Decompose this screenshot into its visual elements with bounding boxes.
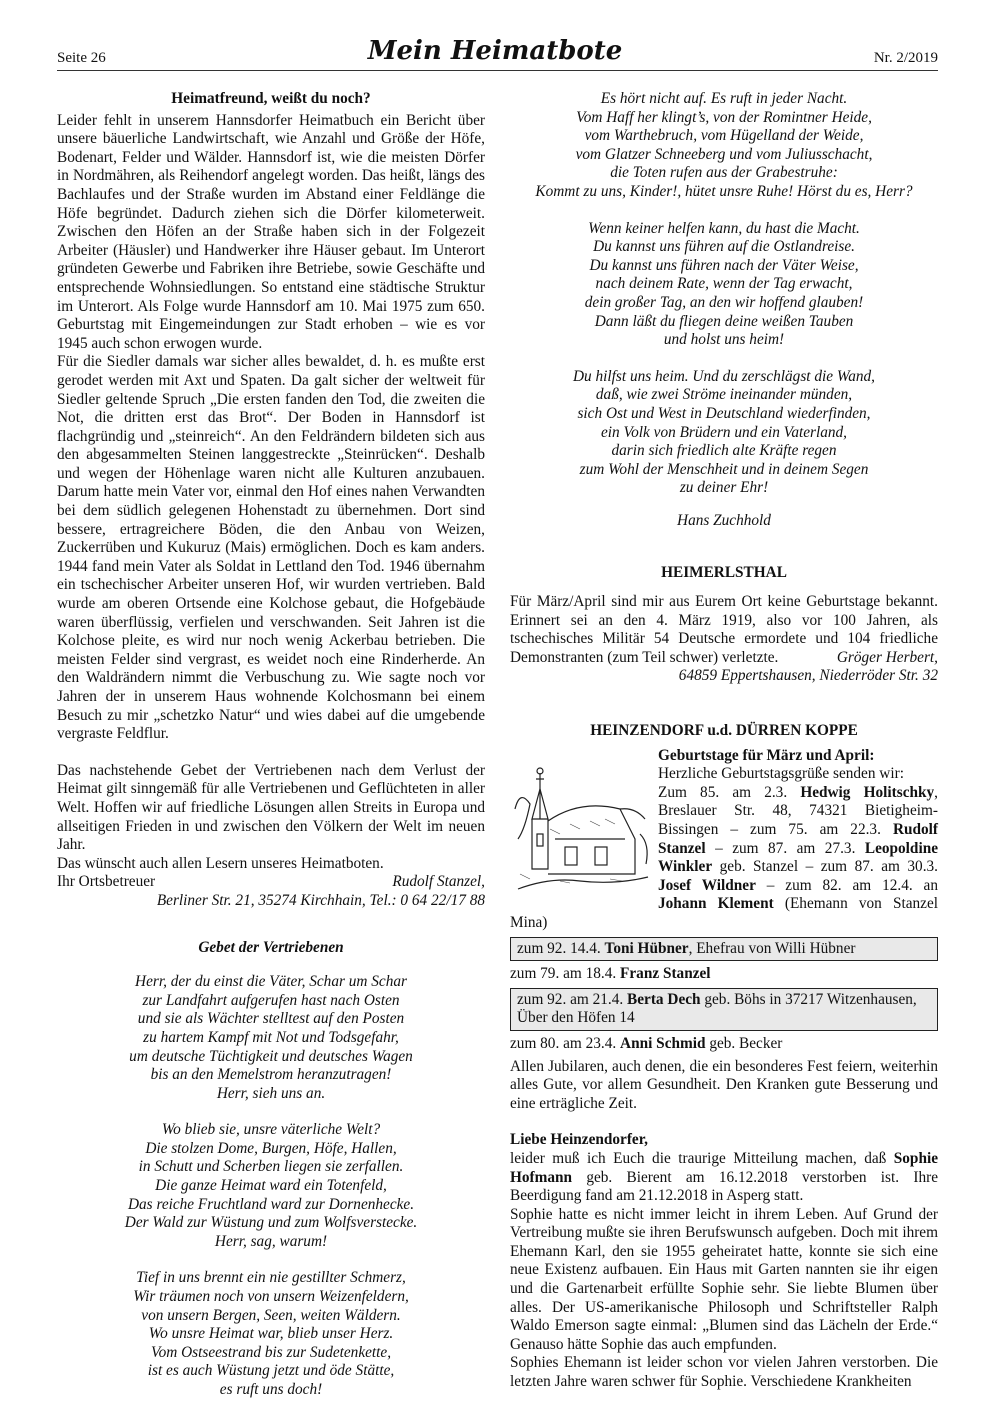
letter-paragraph <box>510 1150 938 1206</box>
poem-line: in Schutt und Scherben liegen sie zerfallen. <box>138 1158 404 1176</box>
poem-stanza <box>57 1121 485 1251</box>
right-column <box>510 90 938 1392</box>
article-title: Heimatfreund, weißt du noch? <box>171 90 371 107</box>
article-paragraph: Das wünscht auch allen Lesern unseres Heimatboten. <box>57 854 384 872</box>
poem-line: Die stolzen Dome, Burgen, Höfe, Hallen, <box>145 1139 397 1157</box>
poem-line: Der Wald zur Wüstung und zum Wolfsverstecke. <box>124 1214 418 1232</box>
birthday-text: geb. Böhs in 37217 Witzenhausen, Über den Höfen 14 <box>517 990 917 1027</box>
celebrant-name: Johann Klement <box>658 895 774 913</box>
birthday-text: zum 80. am 23.4. <box>510 1034 617 1052</box>
poem-line: zum Wohl der Menschheit und in deinem Segen <box>579 460 869 478</box>
celebrant-name: Toni Hübner <box>604 939 689 957</box>
celebrant-name: Berta Dech <box>627 990 701 1008</box>
poem-line: um deutsche Tüchtigkeit und deutsches Wagen <box>129 1047 413 1065</box>
poem-line: vom Glatzer Schneeberg und vom Juliusschacht, <box>575 145 873 163</box>
article-paragraph: Für die Siedler damals war sicher alles bewaldet, d. h. es mußte erst gerodet werden mit Axt und Spaten. Da galt sicher der weltweit für Siedler geltende Spruch „Die ersten fanden den Tod, die zweiten die Not, die dritten erst das Brot“. Der Boden in Hannsdorf ist flachgründig und „steinreich“. An den Feldrändern bildeten sich aus den abgesammelten Steinen langgestreckte „Steinrücken“. Deshalb und wegen der Höhenlage waren nicht alle Kulturen anzubauen. Darum hatte mein Vater vor, einmal den Hof eines nahen Verwandten bei dem südlich gelegenen Hohenstadt zu übernehmen. Dort sind bessere, ertragreichere Böden, die den Anbau von Weizen, Zuckerrüben und Kukuruz (Mais) ermöglichen. Doch es kam anders. 1944 fand mein Vater als Soldat in Lettland den Tod. 1946 übernahm ein tschechischer Arbeiter unseren Hof, wir wurden vertrieben. Bald wurde am oberen Ortsende eine Kolchose gebaut, die Hofgebäude waren überflüssig, verfielen und verschwanden. Seit Jahren ist die Kolchose pleite, es wird nur noch wenig Ackerbau betrieben. Die meisten Felder sind vergrast, es weidet noch eine Rinderherde. An den Waldrändern nimmt die Verbuschung zu. Wie sagte noch vor Jahren der in unserem Haus wohnende Kolchosmann bei einem Besuch zu mir „schetzko Natur“ und wies dabei auf die umgebende vergraste Feldflur. <box>57 353 485 743</box>
birthday-text: , Ehefrau von Willi Hübner <box>688 939 856 957</box>
poem-line: vom Warthebruch, vom Hügelland der Weide, <box>584 127 864 145</box>
birthday-text: geb. Becker <box>705 1034 783 1052</box>
poem-line: Herr, sag, warum! <box>214 1232 328 1250</box>
church-illustration <box>510 749 652 897</box>
celebrant-name: Anni Schmid <box>620 1034 706 1052</box>
signature-address: Berliner Str. 21, 35274 Kirchhain, Tel.: 0 64 22/17 88 <box>156 891 485 909</box>
poem-line: Wir träumen noch von unsern Weizenfeldern, <box>133 1288 409 1306</box>
birthday-line <box>510 1035 938 1054</box>
celebrant-name: Rudolf Stanzel <box>658 821 939 857</box>
poem-stanza <box>510 368 938 498</box>
poem-line: Das reiche Fruchtland ward zur Dornenhecke. <box>127 1195 415 1213</box>
birthday-text: – zum 82. am 12.4. an <box>755 876 938 894</box>
poem-stanza <box>57 973 485 1103</box>
birthday-text: – zum 87. am 27.3. <box>705 839 856 857</box>
poem-title: Gebet der Vertriebenen <box>198 938 344 956</box>
poem-line: dein großer Tag, an den wir hoffend glauben! <box>584 293 864 311</box>
poem-line: Tief in uns brennt ein nie gestillter Schmerz, <box>136 1269 406 1287</box>
poem-line: von unsern Bergen, Seen, weiten Wäldern. <box>141 1306 401 1324</box>
signature-row <box>57 873 485 892</box>
poem-line: Herr, der du einst die Väter, Schar um Schar <box>135 973 407 991</box>
poem-line: zur Landfahrt aufgerufen hast nach Osten <box>142 991 400 1009</box>
birthday-text: geb. Stanzel – zum 87. am 30.3. <box>712 858 938 876</box>
poem-line: Es hört nicht auf. Es ruft in jeder Nacht. <box>600 90 848 107</box>
birthday-box <box>510 937 938 962</box>
signature-name: Rudolf Stanzel, <box>392 873 485 891</box>
birthday-heading: Geburtstage für März und April: <box>658 746 875 764</box>
celebrant-name: Leopoldine Winkler <box>658 839 938 876</box>
poem-line: bis an den Memelstrom heranzutragen! <box>150 1066 392 1084</box>
birthday-line <box>510 965 938 984</box>
letter-heading: Liebe Heinzendorfer, <box>510 1131 648 1149</box>
poem-line: zu hartem Kampf mit Not und Todsgefahr, <box>143 1028 399 1046</box>
birthday-greeting: Herzliche Geburtstagsgrüße senden wir: <box>658 765 904 783</box>
article-paragraph: Das nachstehende Gebet der Vertriebenen nach dem Verlust der Heimat gilt sinngemäß für alle Vertriebenen und Geflüchteten in aller Welt. Hoffen wir auf friedliche Lösungen allen Streits in Europa und allseitigen Frieden in und zwischen den Völkern der Welt im neuen Jahr. <box>57 761 485 854</box>
masthead-logo <box>367 33 623 67</box>
signature-label: Ihr Ortsbetreuer <box>57 873 156 891</box>
poem-line: Vom Ostseestrand bis zur Sudetenkette, <box>150 1343 392 1361</box>
heimerlsthal-sign-name: Gröger Herbert, <box>836 648 938 666</box>
poem-line: nach deinem Rate, wenn der Tag erwacht, <box>595 275 853 293</box>
celebrant-name: Franz Stanzel <box>620 965 711 983</box>
poem-stanza <box>57 1269 485 1399</box>
header-rule <box>57 70 938 71</box>
poem-line: daß, wie zwei Ströme ineinander münden, <box>595 386 853 404</box>
poem-stanza <box>510 220 938 350</box>
birthday-text: zum 79. am 18.4. <box>510 965 617 983</box>
birthday-box <box>510 988 938 1031</box>
poem-stanza <box>510 90 938 202</box>
heimerlsthal-body: Für März/April sind mir aus Eurem Ort keine Geburtstage bekannt. Erinnert sei an den 4. März 1919, also vor 100 Jahren, als tschechisches Militär 54 Deutsche ermordete und 104 friedliche Demonstranten (zum Teil schwer) verletzte. <box>510 593 938 666</box>
poem-line: zu deiner Ehr! <box>679 479 769 497</box>
heimerlsthal-sign-address: 64859 Eppertshausen, Niederröder Str. 32 <box>678 667 938 685</box>
letter-text: geb. Bierent am 16.12.2018 verstorben ist. Ihre Beerdigung fand am 21.12.2018 in Asperg statt. <box>510 1168 938 1205</box>
birthday-text: zum 92. 14.4. <box>517 939 601 957</box>
section-title-heinzendorf: HEINZENDORF u.d. DÜRREN KOPPE <box>590 722 858 740</box>
celebrant-name: Hedwig Holitschky <box>800 783 935 801</box>
poem-line: Du kannst uns führen auf die Ostlandreise. <box>593 238 855 256</box>
birthday-block <box>510 747 938 933</box>
poem-line: und sie als Wächter stelltest auf den Posten <box>137 1010 405 1028</box>
poem-line: ist es auch Wüstung jetzt und öde Stätte, <box>147 1362 395 1380</box>
masthead-logo-graphic <box>367 33 623 67</box>
heimerlsthal-text <box>510 593 938 667</box>
poem-line: darin sich friedlich alte Kräfte regen <box>611 442 837 460</box>
left-column <box>57 90 485 1400</box>
poem-line: Kommt zu uns, Kinder!, hütet unsre Ruhe! Hörst du es, Herr? <box>535 182 913 200</box>
birthday-text: zum 92. am 21.4. <box>517 990 624 1008</box>
poem-line: Wo unsre Heimat war, blieb unser Herz. <box>148 1325 394 1343</box>
birthday-text: , Breslauer Str. 48, 74321 Bietigheim-Bissingen – zum 75. am 22.3. <box>658 783 938 838</box>
article-paragraph: Leider fehlt in unserem Hannsdorfer Heimatbuch ein Bericht über unsere bäuerliche Landwirtschaft, wie Anzahl und Größe der Höfe, Bodenart, Felder und Wälder. Hannsdorf ist, wie die meisten Dörfer in Nordmähren, als Reihendorf angelegt worden. Das heißt, längs des Bachlaufes und der Straße wurden im Abstand einer Feldlänge die Höfe begründet. Dadurch ziehen sich die Dörfer kilometerweit. Zwischen den Höfen an der Straße haben sich in der Folgezeit Arbeiter (Häusler) und Handwerker ihre Häuser gebaut. Im Unterort gründeten Gewerbe und Fabriken ihre Betriebe, sowie Geschäfte und entsprechende Wohnsiedlungen. So entstand eine städtische Struktur im Unterort. Als Folge wurde Hannsdorf am 10. Mai 1975 zum 650. Geburtstag mit Eingemeindungen zur Stadt erhoben – wie es vor 1945 auch schon erwogen wurde. <box>57 111 485 352</box>
birthday-text: (Ehemann von Stanzel Mina) <box>510 895 938 931</box>
section-title-heimerlsthal: HEIMERLSTHAL <box>661 564 787 582</box>
poem-line: Wenn keiner helfen kann, du hast die Macht. <box>588 219 860 237</box>
page-number: Seite 26 <box>57 50 106 66</box>
poem-line: Die ganze Heimat ward ein Totenfeld, <box>155 1177 387 1195</box>
letter-text: leider muß ich Euch die traurige Mitteilung machen, daß <box>510 1149 887 1167</box>
poem-line: Du kannst uns führen nach der Väter Weise, <box>589 256 859 274</box>
poem-line: Vom Haff her klingt’s, von der Romintner Heide, <box>576 108 872 126</box>
poem-line: Herr, sieh uns an. <box>216 1084 326 1102</box>
poem-line: sich Ost und West in Deutschland wiederfinden, <box>577 404 871 422</box>
poem-line: Dann läßt du fliegen deine weißen Tauben <box>594 312 854 330</box>
poem-line: die Toten rufen aus der Grabestruhe: <box>610 164 838 182</box>
issue-number: Nr. 2/2019 <box>873 50 938 66</box>
poem-line: es ruft uns doch! <box>219 1381 323 1398</box>
birthday-text: Zum 85. am 2.3. <box>658 783 788 801</box>
poem-line: und holst uns heim! <box>663 331 785 349</box>
letter-paragraph: Sophie hatte es nicht immer leicht in ihrem Leben. Auf Grund der Vertreibung mußte sie ihren Berufswunsch aufgeben. Doch mit ihrem Ehemann Karl, den sie 1955 geheiratet hatte, konnte sie sich eine neue Existenz aufbauen. Ein Haus mit Garten nannten sie ihr eigen und die Gartenarbeit erfüllte Sophie sehr. Sie liebte Blumen über alles. Der US-amerikanische Philosoph und Schriftsteller Ralph Waldo Emerson sagte einmal: „Blumen sind das Lächeln der Erde.“ Genauso hätte Sophie das auch empfunden. <box>510 1205 938 1353</box>
poem-line: Wo blieb sie, unsre väterliche Welt? <box>161 1121 381 1139</box>
poem-line: ein Volk von Brüdern und ein Vaterland, <box>601 423 847 441</box>
letter-paragraph: Sophies Ehemann ist leider schon vor vielen Jahren verstorben. Die letzten Jahre waren schwer für Sophie. Verschiedene Krankheiten <box>510 1354 938 1391</box>
svg-text:Mein Heimatbote: Mein Heimatbote <box>367 36 623 66</box>
poem-line: Du hilfst uns heim. Und du zerschlägst die Wand, <box>573 367 875 385</box>
poem-author: Hans Zuchhold <box>677 511 771 529</box>
birthday-wishes: Allen Jubilaren, auch denen, die ein besonderes Fest feiern, weiterhin alles Gute, vor allem Gesundheit. Den Kranken gute Besserung und eine erträgliche Zeit. <box>510 1057 938 1112</box>
celebrant-name: Josef Wildner <box>658 876 756 894</box>
deceased-name: Sophie Hofmann <box>510 1149 938 1186</box>
